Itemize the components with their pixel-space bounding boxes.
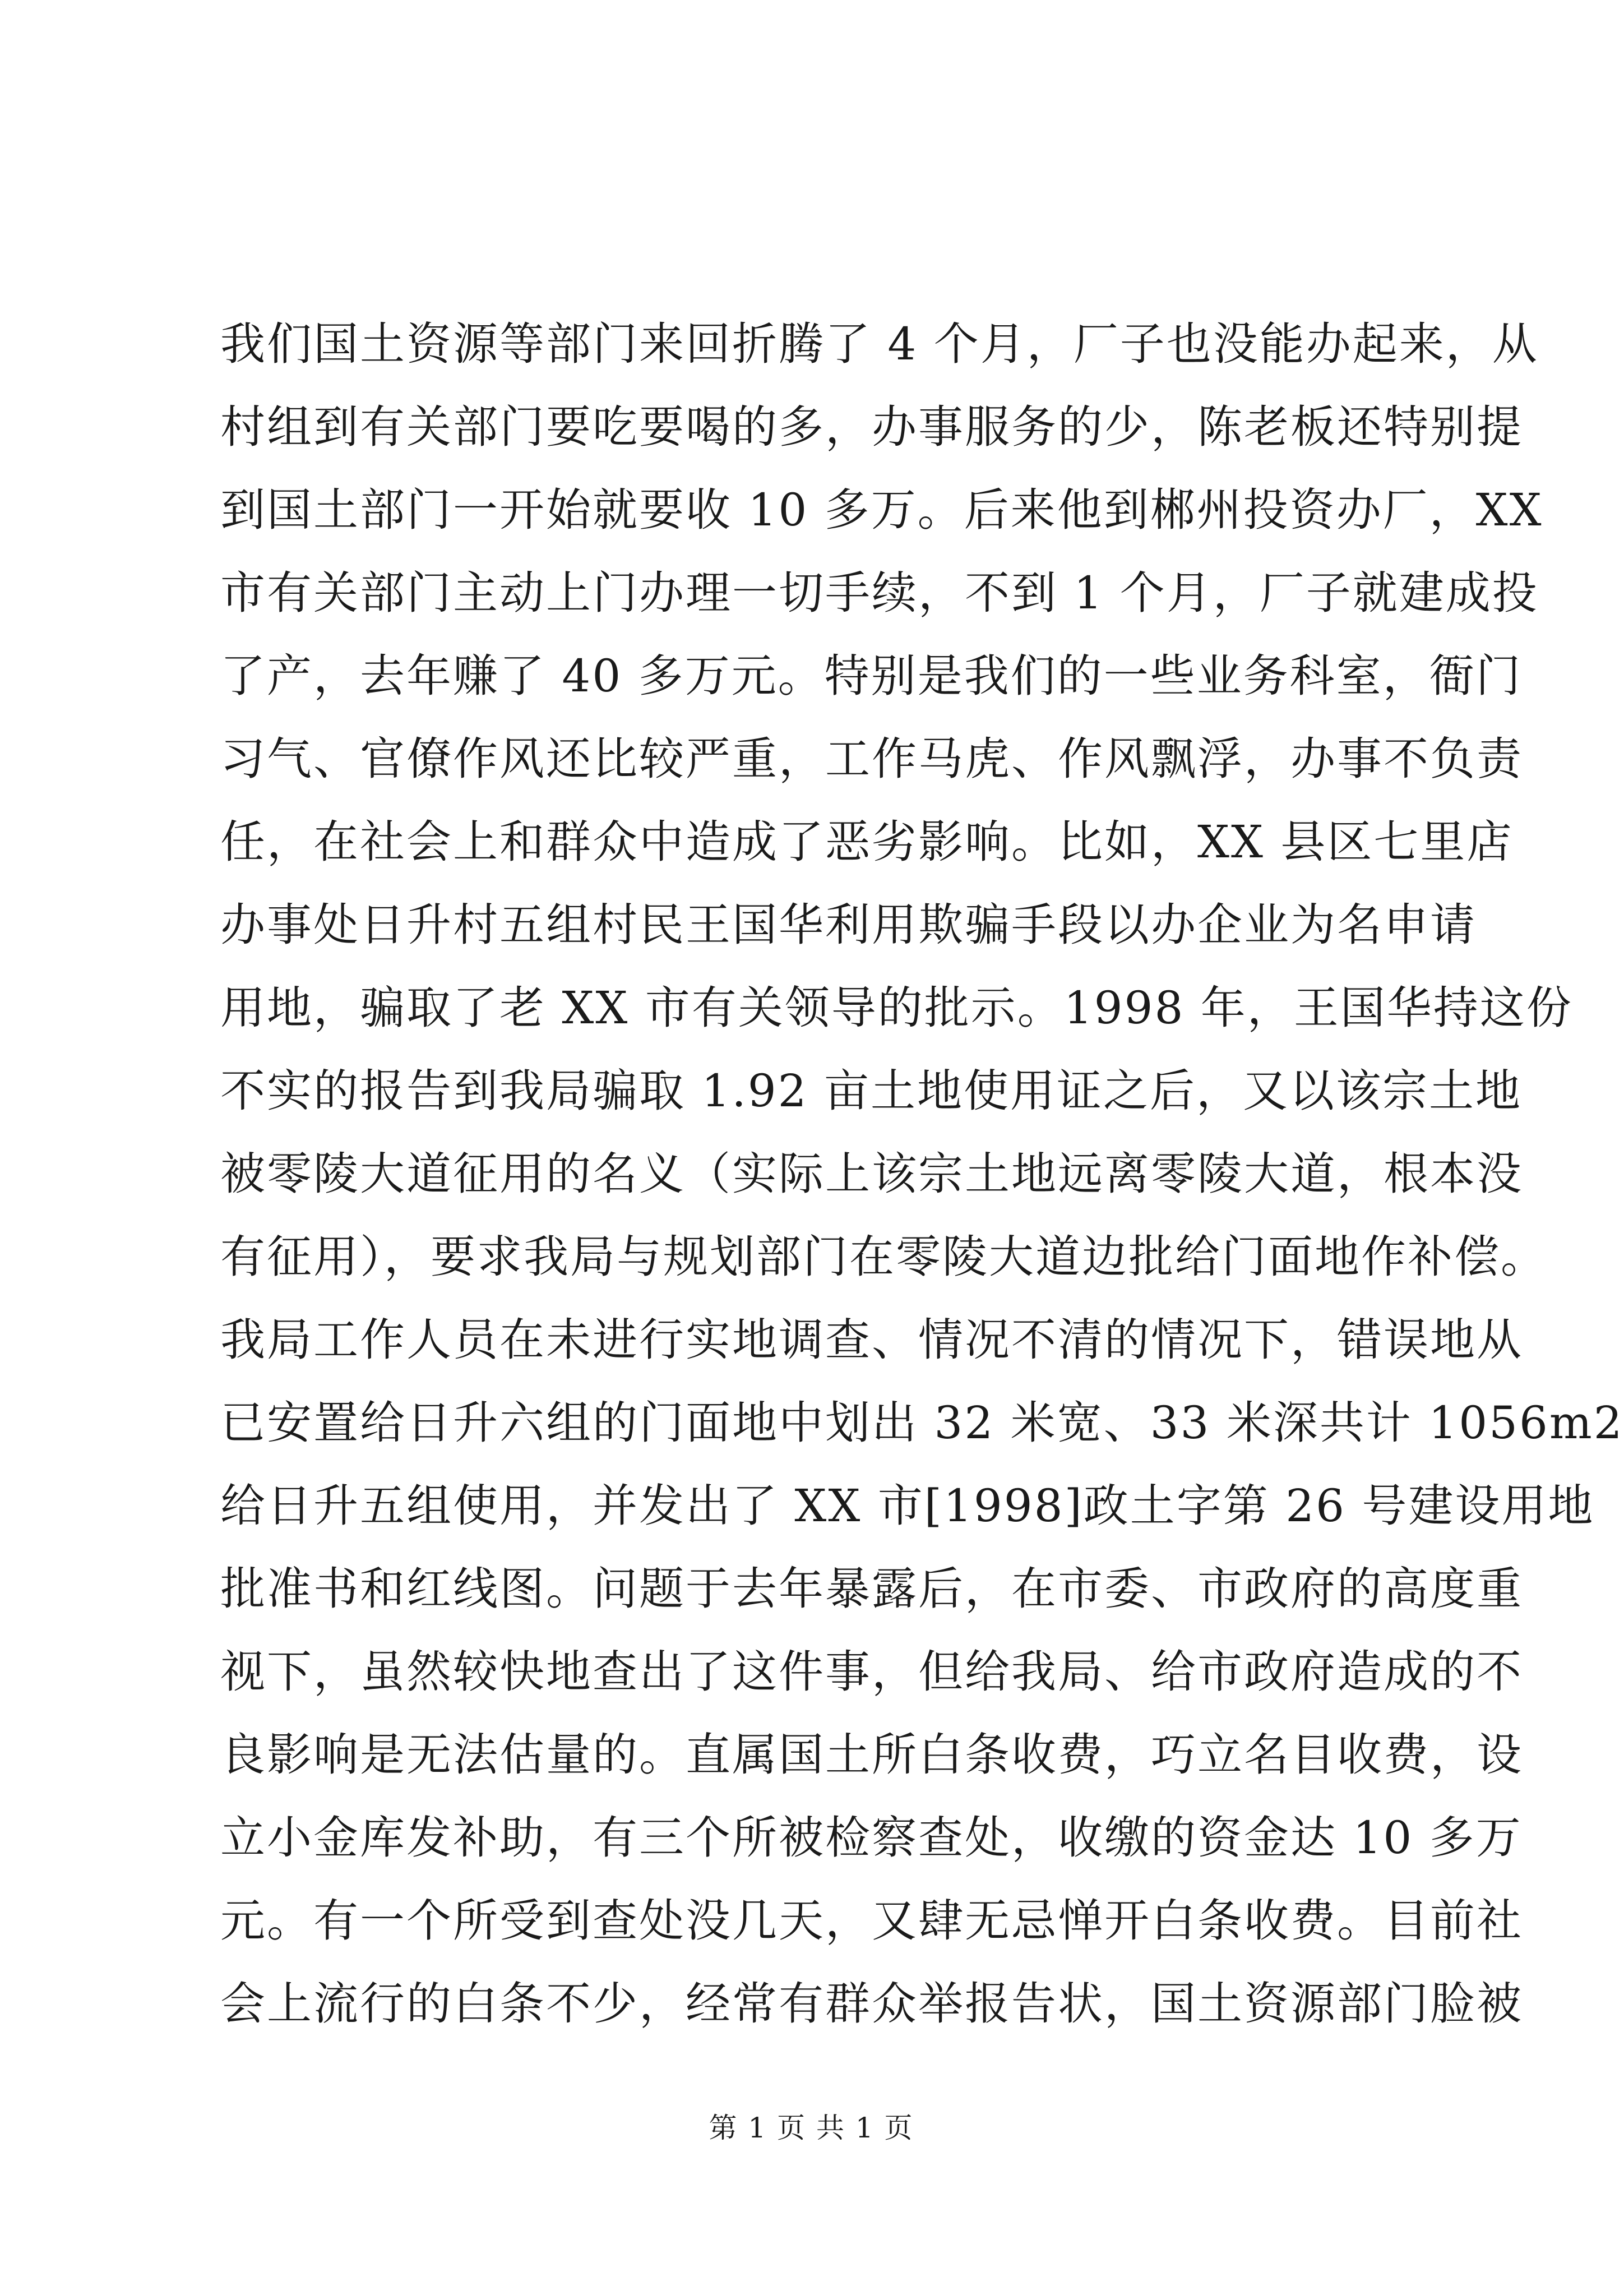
text-line: 有征用），要求我局与规划部门在零陵大道边批给门面地作补偿。 bbox=[220, 1231, 1547, 1283]
page-footer bbox=[0, 2108, 1622, 2148]
text-line: 办事处日升村五组村民王国华利用欺骗手段以办企业为名申请 bbox=[220, 899, 1477, 951]
page-number-label: 第 1 页 共 1 页 bbox=[709, 2112, 914, 2144]
text-line: 任，在社会上和群众中造成了恶劣影响。比如，XX 县区七里店 bbox=[220, 816, 1514, 868]
text-line: 用地，骗取了老 XX 市有关领导的批示。1998 年，王国华持这份 bbox=[220, 982, 1573, 1034]
text-line: 我们国土资源等部门来回折腾了 4 个月，厂子也没能办起来，从 bbox=[220, 318, 1539, 370]
text-line: 到国土部门一开始就要收 10 多万。后来他到郴州投资办厂，XX bbox=[220, 484, 1543, 536]
text-line: 立小金库发补助，有三个所被检察查处，收缴的资金达 10 多万 bbox=[220, 1812, 1523, 1864]
text-line: 市有关部门主动上门办理一切手续，不到 1 个月，厂子就建成投 bbox=[220, 567, 1539, 619]
text-line: 不实的报告到我局骗取 1.92 亩土地使用证之后，又以该宗土地 bbox=[220, 1065, 1522, 1117]
text-line: 视下，虽然较快地查出了这件事，但给我局、给市政府造成的不 bbox=[220, 1646, 1523, 1698]
text-line: 良影响是无法估量的。直属国土所白条收费，巧立名目收费，设 bbox=[220, 1729, 1523, 1781]
text-line: 习气、官僚作风还比较严重，工作马虎、作风飘浮，办事不负责 bbox=[220, 733, 1523, 785]
text-line: 给日升五组使用，并发出了 XX 市[1998]政土字第 26 号建设用地 bbox=[220, 1480, 1595, 1532]
text-line: 批准书和红线图。问题于去年暴露后，在市委、市政府的高度重 bbox=[220, 1563, 1523, 1615]
text-line: 元。有一个所受到查处没几天，又肆无忌惮开白条收费。目前社 bbox=[220, 1895, 1523, 1947]
text-line: 被零陵大道征用的名义（实际上该宗土地远离零陵大道，根本没 bbox=[220, 1148, 1523, 1200]
body-text bbox=[220, 303, 1624, 2045]
text-line: 已安置给日升六组的门面地中划出 32 米宽、33 米深共计 1056m2 bbox=[220, 1397, 1624, 1449]
text-line: 村组到有关部门要吃要喝的多，办事服务的少，陈老板还特别提 bbox=[220, 401, 1523, 453]
text-line: 了产，去年赚了 40 多万元。特别是我们的一些业务科室，衙门 bbox=[220, 650, 1523, 702]
text-line: 会上流行的白条不少，经常有群众举报告状，国土资源部门脸被 bbox=[220, 1978, 1523, 2030]
text-line: 我局工作人员在未进行实地调查、情况不清的情况下，错误地从 bbox=[220, 1314, 1523, 1366]
